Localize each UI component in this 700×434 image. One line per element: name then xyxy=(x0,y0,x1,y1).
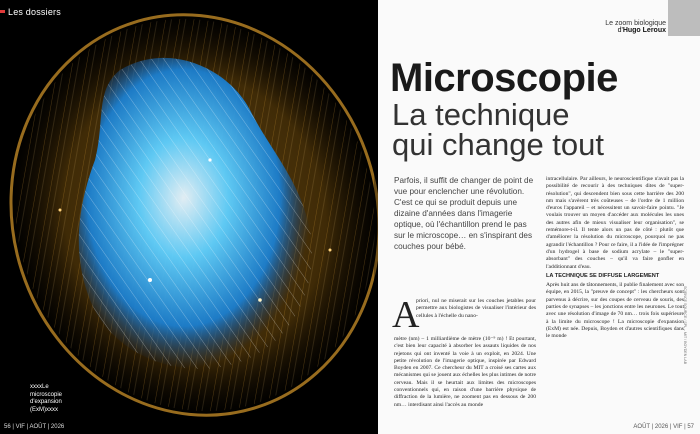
section-marker xyxy=(0,10,5,13)
article-title: Microscopie xyxy=(390,56,618,100)
body-column-2 xyxy=(546,176,684,341)
body-paragraph: Après huit ans de tâtonnements, il publie finalement avec son équipe, en 2015, la "preuve de concept" : les chercheurs sont parvenus à décrire, sur des coupes de cerveau de souris, des parties de synapses – les jonctions entre les neurones. Le tout avec une résolution d'image de 70 nm… trois fois supérieure à la limite du microscope ! La microscopie d'expansion (ExM) est née. Depuis, Boyden et d'autres scientifiques dans le monde xyxy=(546,282,684,340)
column-tag-label: Le zoom biologique xyxy=(605,20,666,27)
article-lede: Parfois, il suffit de changer de point de vue pour enclencher une révolution. C'est ce qui se produit depuis une dizaine d'années dans l'imagerie optique, où l'échantillon prend le pas sur le microscope… en s'inspirant des couches pour bébé. xyxy=(394,176,534,251)
body-column-1-intro: priori, nul ne miserait sur les couches jetables pour permettre aux biologistes de visualiser l'intérieur des cellules à l'échelle du nano- xyxy=(416,298,536,319)
photo-credit: SCIENCE SOURCE / SPL – MIT / BOYDEN LAB xyxy=(683,286,687,365)
right-folio: AOÛT | 2026 | VIF | 57 xyxy=(633,424,694,430)
body-paragraph: intracellulaire. Par ailleurs, le neuroscientifique n'avait pas la possibilité de recourir à des techniques dites de "super-résolution", qui descendent bien sous cette barrière des 200 nm mais s'avèrent très coûteuses – de l'ordre de 1 million d'euros l'appareil – et nécessitent un savoir-faire pointu. "Je voulais trouver un moyen d'accéder aux molécules les unes des autres afin de mieux visualiser leur organisation", se remémore-t-il. Il tente alors un pas de côté : plutôt que d'améliorer la résolution du microscope, pourquoi ne pas agrandir l'échantillon ? Pour ce faire, il a l'idée de l'imprégner d'un hydrogel à base de sodium acrylate – le "super-absorbant" des couches – qu'il va faire gonfler en l'additionnant d'eau. xyxy=(546,176,684,270)
section-subhead: LA TECHNIQUE SE DIFFUSE LARGEMENT xyxy=(546,272,660,279)
drop-cap: A xyxy=(392,294,420,336)
right-page xyxy=(378,0,700,434)
column-tag-author: d'Hugo Leroux xyxy=(617,27,666,34)
body-column-1: mètre (nm) – 1 milliardième de mètre (10⁻⁹ m) ! Et pourtant, c'est bien leur capacité à absorber les assauts liquides de nos rejetons qui ont inventé la voie à un exploit, en 2024. Une petite révolution de l'imagerie optique, inspirée par Edward Boyden en 2007. Ce chercheur du MIT a croisé ses cartes aux mécanismes qui se jouent aux échelles les plus intimes de notre cerveau. Mais il se heurtait aux limites des microscopes conventionnels qui, en raison d'une barrière physique de diffraction de la lumière, ne zooment pas en dessous de 200 nm… interdisant ainsi l'accès au monde xyxy=(394,336,536,408)
article-subtitle: La technique qui change tout xyxy=(392,97,605,162)
column-tag-block xyxy=(668,0,700,36)
left-folio: 56 | VIF | AOÛT | 2026 xyxy=(4,424,65,430)
photo-caption: xxxxLe microscopie d'expansion (ExM)xxxx xyxy=(30,384,63,413)
column-tag xyxy=(564,0,700,36)
section-label: Les dossiers xyxy=(8,7,61,17)
